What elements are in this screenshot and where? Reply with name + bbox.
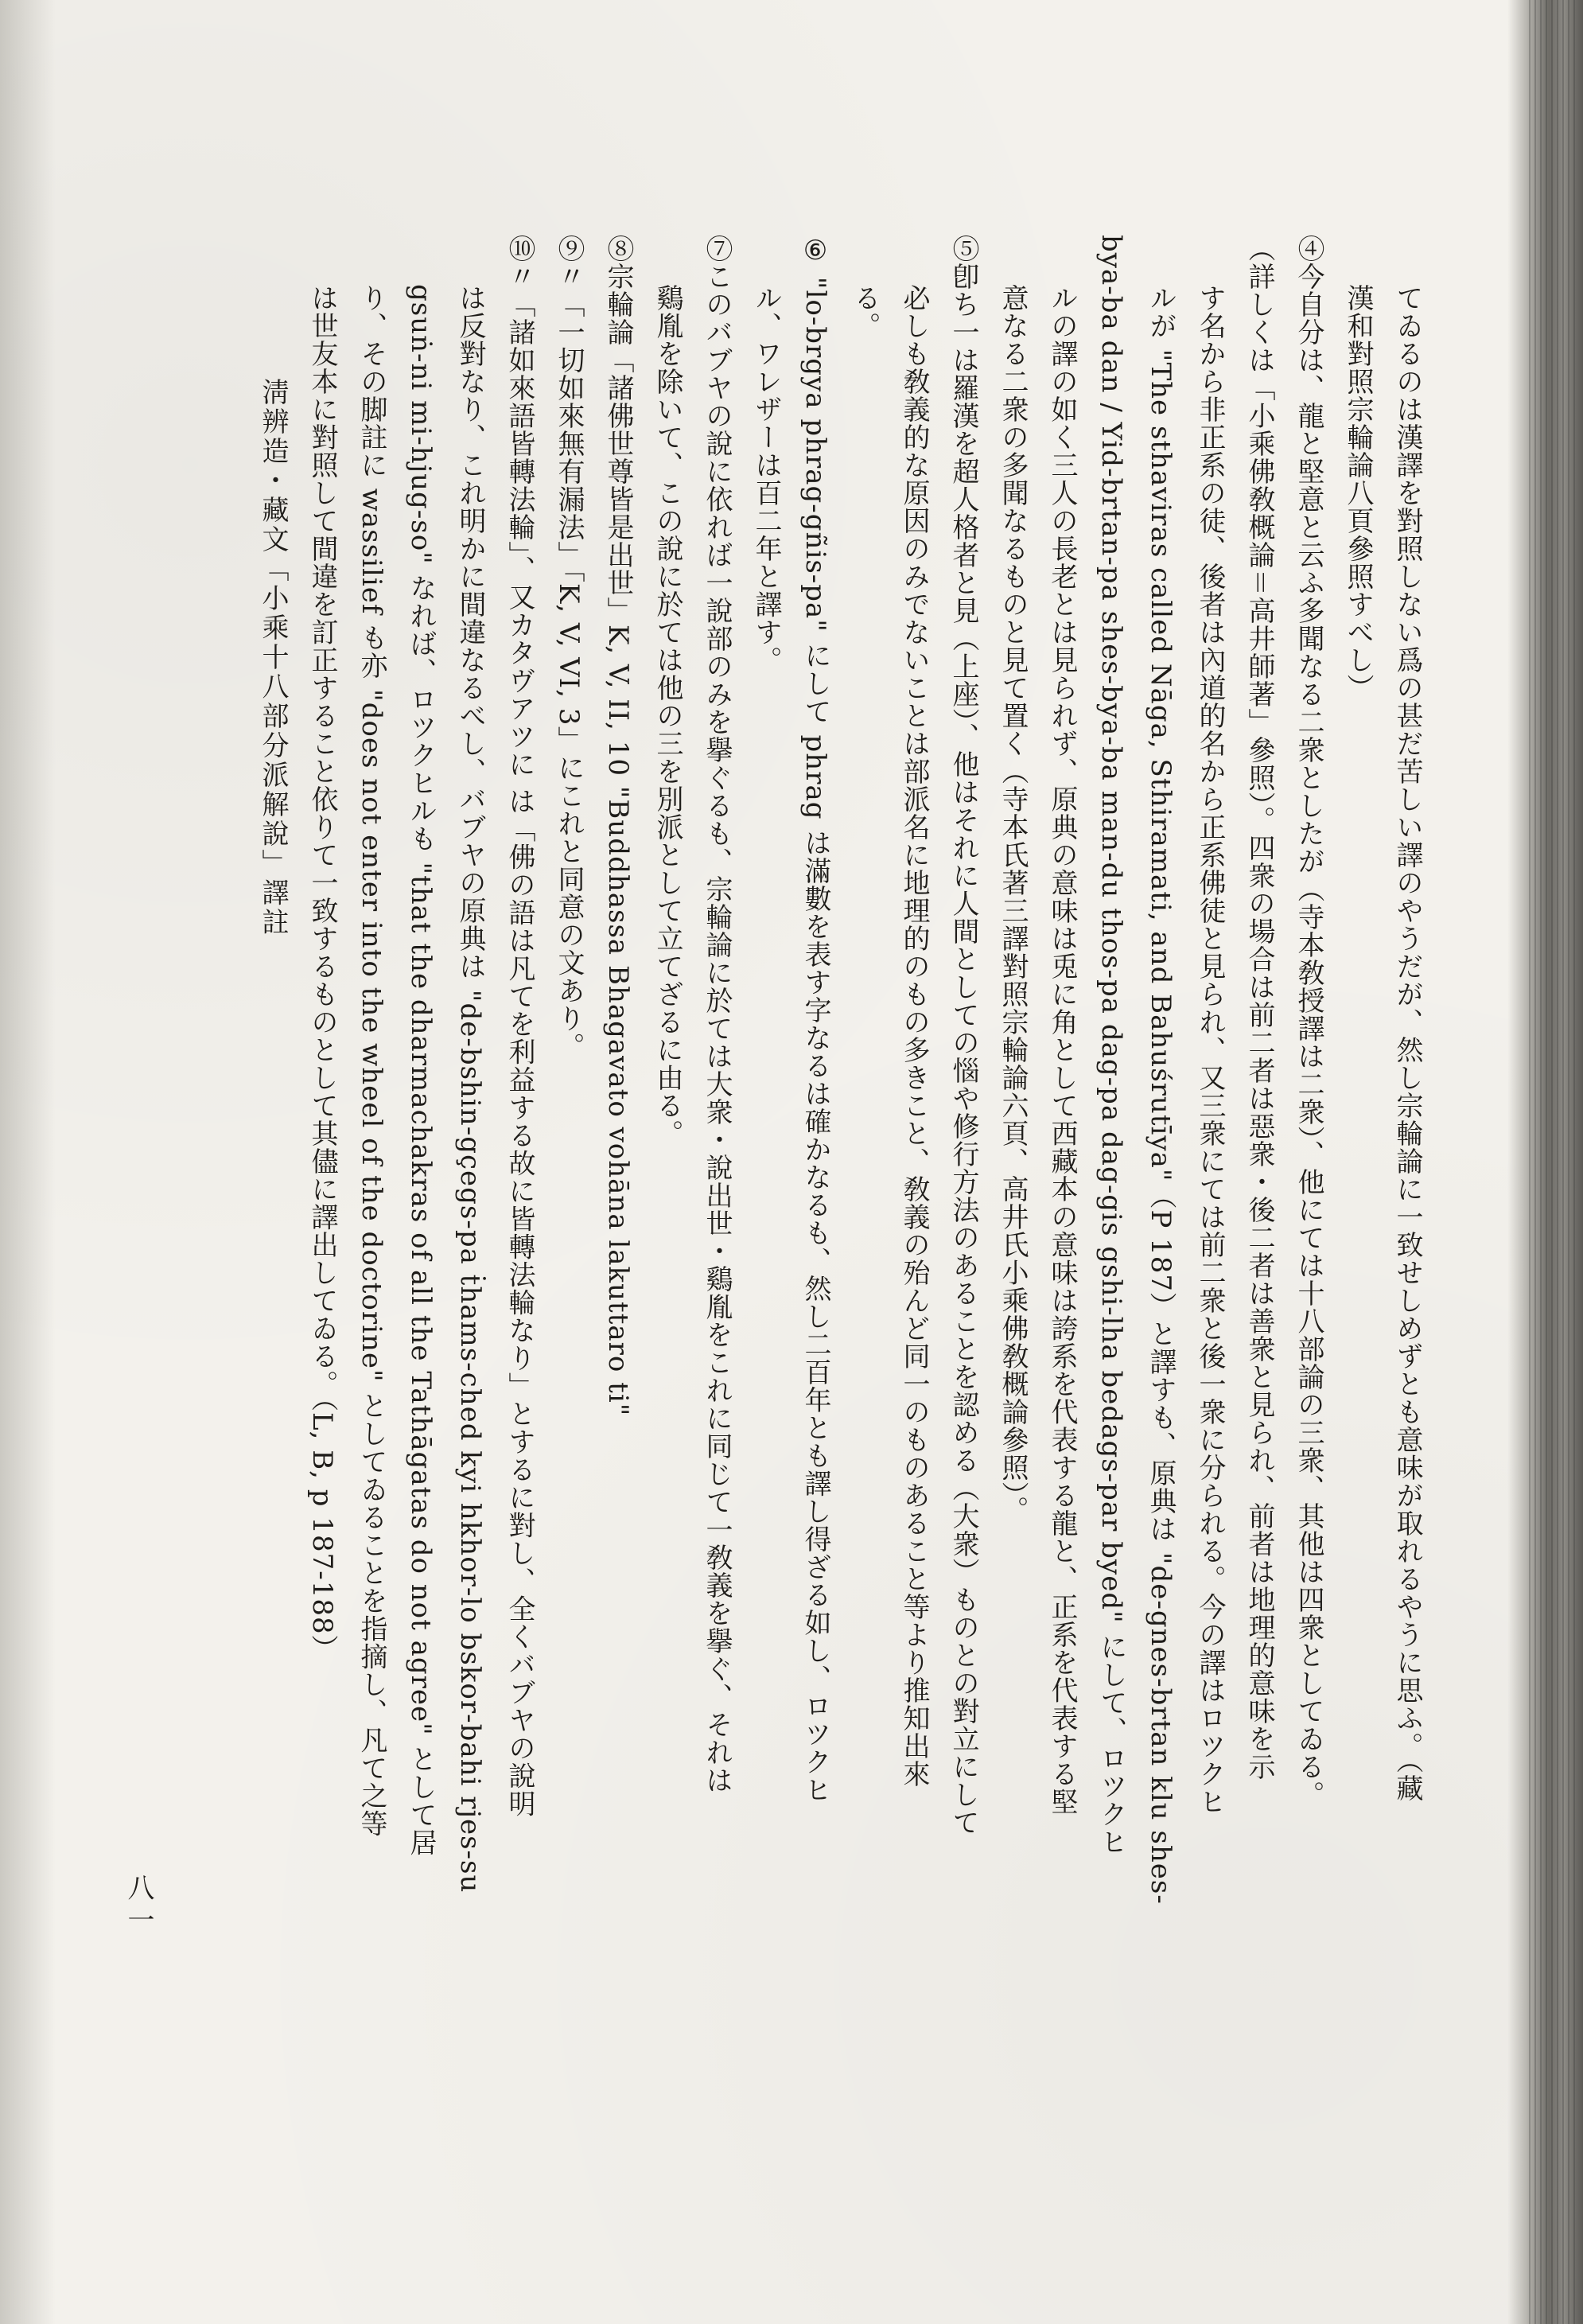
text-line: （詳しくは「小乘佛敎概論＝高井師著」參照）。四衆の場合は前二者は惡衆・後二者は善衆と見られ、前者は地理的意味を示 — [1243, 235, 1275, 1781]
text-line: てゐるのは漢譯を對照しない爲の甚だ苦しい譯のやうだが、然し宗輪論に一致せしめずとも意味が取れるやうに思ふ。（藏 — [1391, 284, 1423, 1802]
annotation-text-block — [191, 235, 1432, 2303]
text-line: す名から非正系の徒、後者は內道的名から正系佛徒と見られ、又三衆にては前二衆と後一衆に分られる。今の譯はロツクヒ — [1194, 284, 1226, 1816]
text-line: は反對なり、これ明かに間違なるべし、バブヤの原典は "de-bshin-gçegs-pa ṫhams-ched kyi hkhor-lo bskor-bahi rjes-su — [454, 284, 486, 1894]
footnote-9-line: ⑨〃「一切如來無有漏法」「K, V, VI, 3」にこれと同意の文あり。 — [553, 235, 585, 1061]
text-line: る。 — [849, 284, 881, 340]
text-line: 意なる二衆の多聞なるものと見て置く（寺本氏著三譯對照宗輪論六頁、高井氏小乘佛敎概論參照）。 — [997, 284, 1029, 1524]
text-line: bya-ba dan / Yid-brtan-pa shes-bya-ba man-du thos-pa dag-pa dag-gis gshi-lha bedags-par byed" にして、ロツクヒ — [1095, 235, 1127, 1856]
text-line: 鷄胤を除いて、この說に於ては他の三を別派として立てざるに由る。 — [651, 284, 683, 1147]
footnote-10-line: ⑩〃「諸如來語皆轉法輪」、又カタヴアツに は「佛の語は凡てを利益する故に皆轉法輪なり」とするに對し、全くバブヤの說明 — [504, 235, 535, 1818]
text-line: 必しも敎義的な原因のみでないことは部派名に地理的のもの多きこと、敎義の殆んど同一のものあること等より推知出來 — [898, 284, 930, 1788]
text-line: ルが "The sthaviras called Nāga, Sthiramati, and Bahuśrutīya"（P 187）と譯すも、原典は "de-gnes-brtan klu shes- — [1145, 284, 1177, 1905]
text-line: gsuṅ-ni mi-hjug-so" なれば、ロツクヒルも "that the dharmachakras of all the Tathāgatas do not agree" として居 — [405, 284, 437, 1857]
page-number: 八一 — [123, 1874, 154, 1937]
footnote-8-line: ⑧宗輪論「諸佛世尊皆是出世」K, V, II, 10 "Buddhassa Bhagavato vohāna lakuttaro ti" — [602, 235, 634, 1417]
footnote-6-line: ⑥ "lo-brgya phrag-gñis-pa" にして phrag は滿數を表す字なるは確かなるも、然し二百年とも譯し得ざる如し、ロツクヒ — [799, 235, 831, 1804]
page-shadow-left — [0, 0, 56, 2324]
footnote-5-line: ⑤卽ち一は羅漢を超人格者と見（上座）、他はそれに人間としての惱や修行方法のあることを認める（大衆）ものとの對立にして — [947, 235, 979, 1836]
text-line: ルの譯の如く三人の長老とは見られず、原典の意味は兎に角として西藏本の意味は誇系を代表する龍と、正系を代表する堅 — [1046, 284, 1078, 1816]
footnote-4-line: ④今自分は、龍と堅意と云ふ多聞なる二衆としたが（寺本敎授譯は二衆）、他にては十八部論の三衆、其他は四衆としてゐる。 — [1293, 235, 1324, 1808]
text-line: は世友本に對照して間違を訂正すること依りて一致するものとして其儘に譯出してゐる。（L, B, p 187-188） — [306, 284, 338, 1663]
book-binding-pages — [1529, 0, 1577, 2324]
text-line: 漢和對照宗輪論八頁參照すべし） — [1342, 284, 1374, 702]
running-header: 淸辨造・藏文「小乘十八部分派解說」譯註 — [257, 378, 289, 937]
footnote-7-line: ⑦このバブヤの說に依れば一說部のみを擧ぐるも、宗輪論に於ては大衆・說出世・鷄胤をこれに同じて一敎義を擧ぐ、それは — [701, 235, 733, 1794]
text-line: り、その脚註に wassilief も亦 "does not enter into the wheel of the doctorine" としてゐることを指摘し、凡て之等 — [356, 284, 387, 1838]
text-line: ル、ワレザーは百二年と譯す。 — [750, 284, 782, 674]
